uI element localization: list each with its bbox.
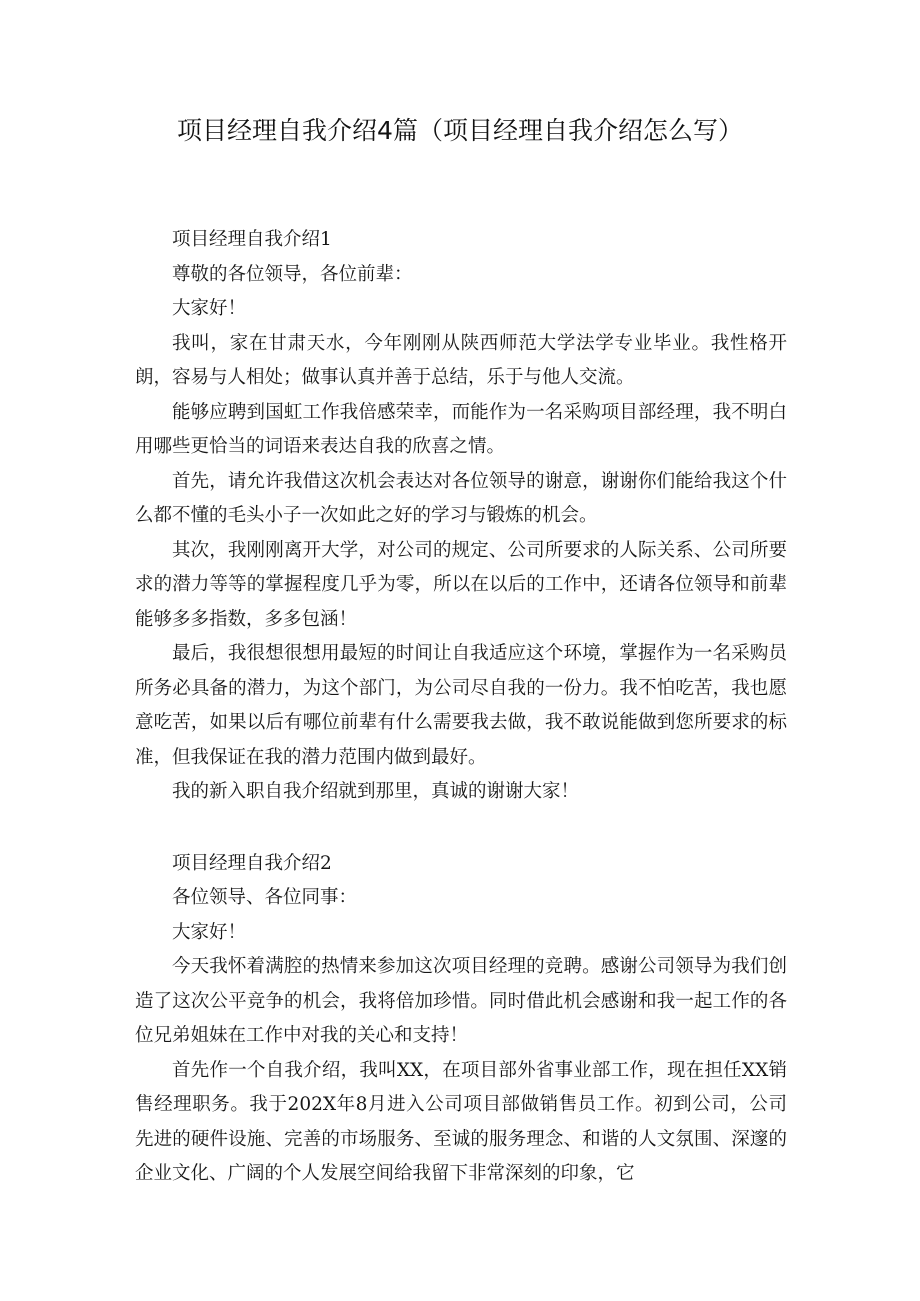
section-intro-1 xyxy=(135,223,787,810)
paragraph-closing: 我的新入职自我介绍就到那里，真诚的谢谢大家！ xyxy=(172,781,580,802)
section-heading: 项目经理自我介绍1 xyxy=(172,229,332,250)
paragraph-greeting: 大家好！ xyxy=(172,921,247,943)
document-body xyxy=(135,223,787,1192)
paragraph: 最后，我很想很想用最短的时间让自我适应这个环境，掌握作为一名采购员所务必具备的潜力，为这个部门，为公司尽自我的一份力。我不怕吃苦，我也愿意吃苦，如果以后有哪位前辈有什么需要我去做，我不敢说能做到您所要求的标准，但我保证在我的潜力范围内做到最好。 xyxy=(135,643,787,768)
paragraph-greeting: 大家好！ xyxy=(172,298,247,319)
paragraph-salutation: 各位领导、各位同事： xyxy=(172,887,358,908)
paragraph: 今天我怀着满腔的热情来参加这次项目经理的竞聘。感谢公司领导为我们创造了这次公平竞争的机会，我将倍加珍惜。同时借此机会感谢和我一起工作的各位兄弟姐妹在工作中对我的关心和支持！ xyxy=(135,956,787,1046)
paragraph: 我叫，家在甘肃天水，今年刚刚从陕西师范大学法学专业毕业。我性格开朗，容易与人相处；做事认真并善于总结，乐于与他人交流。 xyxy=(135,332,787,388)
paragraph: 首先，请允许我借这次机会表达对各位领导的谢意，谢谢你们能给我这个什么都不懂的毛头小子一次如此之好的学习与锻炼的机会。 xyxy=(135,470,787,526)
paragraph: 其次，我刚刚离开大学，对公司的规定、公司所要求的人际关系、公司所要求的潜力等等的掌握程度几乎为零，所以在以后的工作中，还请各位领导和前辈能够多多指数，多多包涵！ xyxy=(135,539,787,630)
section-heading: 项目经理自我介绍2 xyxy=(172,852,332,874)
paragraph: 能够应聘到国虹工作我倍感荣幸，而能作为一名采购项目部经理，我不明白用哪些更恰当的词语来表达自我的欣喜之情。 xyxy=(135,401,787,457)
paragraph: 首先作一个自我介绍，我叫XX，在项目部外省事业部工作，现在担任XX销售经理职务。我于202X年8月进入公司项目部做销售员工作。初到公司，公司先进的硬件设施、完善的市场服务、至诚的服务理念、和谐的人文氛围、深邃的企业文化、广阔的个人发展空间给我留下非常深刻的印象，它 xyxy=(135,1059,787,1184)
section-intro-2 xyxy=(135,847,787,1192)
paragraph-salutation: 尊敬的各位领导，各位前辈： xyxy=(172,263,413,285)
document-title: 项目经理自我介绍4篇（项目经理自我介绍怎么写） xyxy=(177,116,743,145)
